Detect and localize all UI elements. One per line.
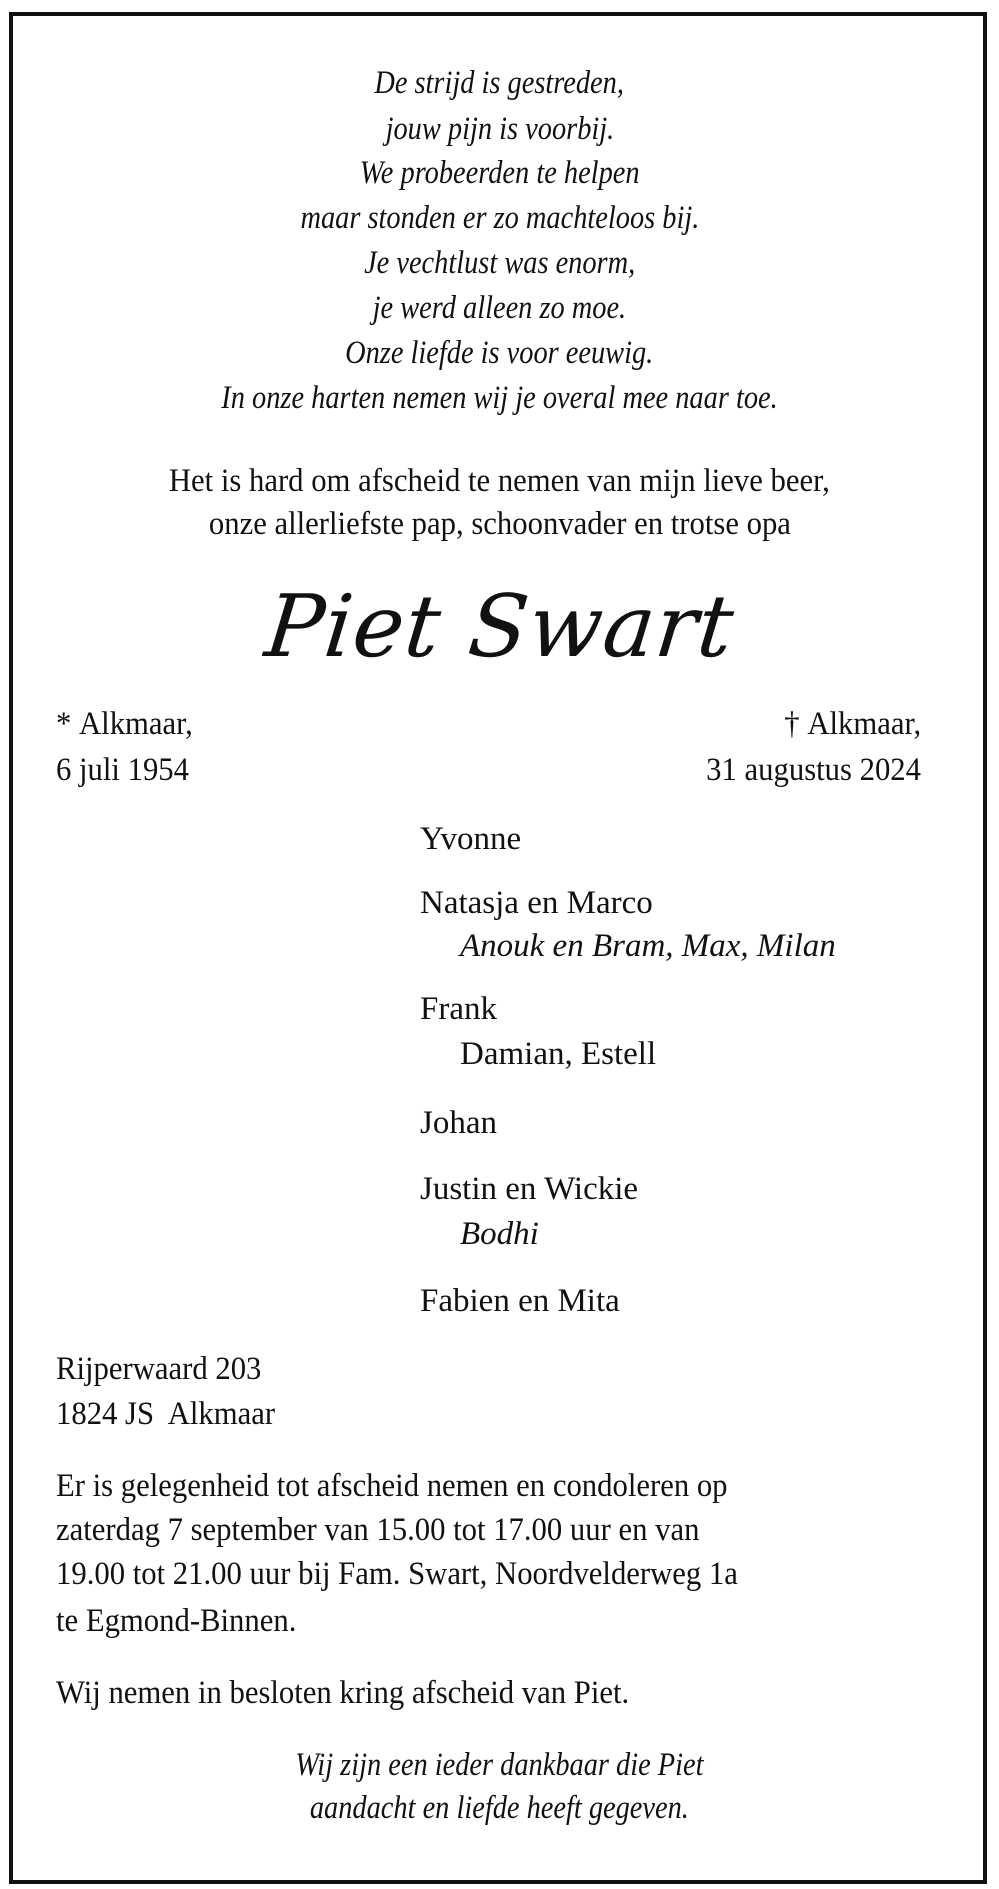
- family-children: Anouk en Bram, Max, Milan: [460, 928, 836, 964]
- address-street: Rijperwaard 203: [56, 1351, 262, 1387]
- family-member: Yvonne: [420, 821, 522, 857]
- family-member: Frank: [420, 991, 497, 1027]
- condolence-line: te Egmond-Binnen.: [56, 1603, 297, 1639]
- poem-line: We probeerden te helpen: [359, 155, 640, 191]
- family-children: Bodhi: [460, 1216, 539, 1252]
- intro-line: onze allerliefste pap, schoonvader en trotse opa: [208, 506, 791, 542]
- death-date: 31 augustus 2024: [706, 752, 921, 788]
- poem-line: jouw pijn is voorbij.: [385, 111, 614, 147]
- family-member: Justin en Wickie: [420, 1171, 639, 1207]
- family-member: Natasja en Marco: [420, 885, 653, 921]
- thanks-line: aandacht en liefde heeft gegeven.: [309, 1790, 690, 1826]
- deceased-name: Piet Swart: [260, 577, 739, 677]
- family-member: Fabien en Mita: [420, 1283, 620, 1319]
- family-children: Damian, Estell: [460, 1036, 657, 1072]
- private-farewell: Wij nemen in besloten kring afscheid van Piet.: [56, 1675, 630, 1711]
- poem-line: Je vechtlust was enorm,: [363, 245, 636, 281]
- address-city: 1824 JS Alkmaar: [56, 1396, 276, 1432]
- death-place: † Alkmaar,: [784, 706, 921, 742]
- birth-symbol: *: [56, 706, 72, 742]
- poem-line: In onze harten nemen wij je overal mee naar toe.: [221, 380, 778, 416]
- condolence-line: 19.00 tot 21.00 uur bij Fam. Swart, Noordvelderweg 1a: [56, 1556, 738, 1592]
- condolence-line: zaterdag 7 september van 15.00 tot 17.00 uur en van: [56, 1512, 700, 1548]
- birth-date: 6 juli 1954: [56, 752, 190, 788]
- poem-line: maar stonden er zo machteloos bij.: [300, 200, 699, 236]
- intro-line: Het is hard om afscheid te nemen van mijn lieve beer,: [169, 463, 830, 499]
- birth-place: * Alkmaar,: [56, 706, 193, 742]
- cross-icon: †: [784, 706, 800, 742]
- poem-line: De strijd is gestreden,: [374, 65, 625, 101]
- condolence-line: Er is gelegenheid tot afscheid nemen en condoleren op: [56, 1468, 728, 1504]
- family-member: Johan: [420, 1105, 497, 1141]
- poem-line: Onze liefde is voor eeuwig.: [345, 335, 654, 371]
- poem-line: je werd alleen zo moe.: [372, 290, 627, 326]
- thanks-line: Wij zijn een ieder dankbaar die Piet: [295, 1747, 704, 1783]
